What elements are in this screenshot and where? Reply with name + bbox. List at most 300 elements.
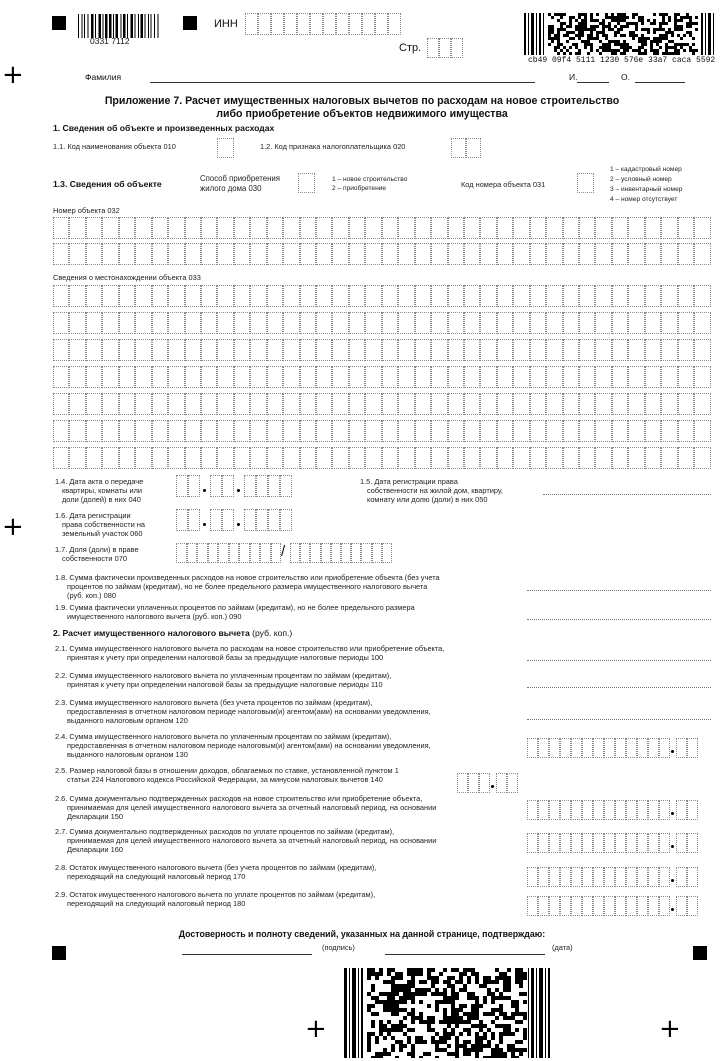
text-cell[interactable] <box>316 217 332 239</box>
text-cell[interactable] <box>69 393 85 415</box>
location-row-4[interactable] <box>53 366 711 388</box>
text-cell[interactable] <box>152 243 168 265</box>
text-cell[interactable] <box>250 285 266 307</box>
text-cell[interactable] <box>316 339 332 361</box>
f030-field[interactable] <box>298 173 315 193</box>
text-cell[interactable] <box>628 393 644 415</box>
ruble-cell[interactable] <box>604 833 615 853</box>
ruble-cell[interactable] <box>637 867 648 887</box>
text-cell[interactable] <box>431 312 447 334</box>
surname-field[interactable] <box>150 82 535 83</box>
text-cell[interactable] <box>448 366 464 388</box>
text-cell[interactable] <box>579 312 595 334</box>
text-cell[interactable] <box>168 393 184 415</box>
text-cell[interactable] <box>431 447 447 469</box>
date-cell[interactable] <box>176 509 188 531</box>
ruble-cell[interactable] <box>571 896 582 916</box>
text-cell[interactable] <box>217 243 233 265</box>
text-cell[interactable] <box>398 393 414 415</box>
page-number-field[interactable] <box>427 38 463 58</box>
ruble-cell[interactable] <box>637 800 648 820</box>
text-cell[interactable] <box>250 393 266 415</box>
text-cell[interactable] <box>316 447 332 469</box>
f031-field[interactable] <box>577 173 594 193</box>
text-cell[interactable] <box>612 312 628 334</box>
text-cell[interactable] <box>300 243 316 265</box>
text-cell[interactable] <box>217 217 233 239</box>
text-cell[interactable] <box>119 447 135 469</box>
code-cell[interactable] <box>217 138 234 158</box>
text-cell[interactable] <box>250 420 266 442</box>
text-cell[interactable] <box>135 447 151 469</box>
text-cell[interactable] <box>563 243 579 265</box>
text-cell[interactable] <box>119 243 135 265</box>
text-cell[interactable] <box>365 312 381 334</box>
text-cell[interactable] <box>185 393 201 415</box>
text-cell[interactable] <box>283 243 299 265</box>
text-cell[interactable] <box>283 447 299 469</box>
text-cell[interactable] <box>579 366 595 388</box>
text-cell[interactable] <box>645 447 661 469</box>
text-cell[interactable] <box>612 339 628 361</box>
text-cell[interactable] <box>250 217 266 239</box>
ruble-cell[interactable] <box>648 833 659 853</box>
text-cell[interactable] <box>579 393 595 415</box>
text-cell[interactable] <box>300 447 316 469</box>
text-cell[interactable] <box>53 393 69 415</box>
text-cell[interactable] <box>201 393 217 415</box>
text-cell[interactable] <box>69 217 85 239</box>
text-cell[interactable] <box>530 366 546 388</box>
text-cell[interactable] <box>464 217 480 239</box>
text-cell[interactable] <box>415 366 431 388</box>
ruble-cell[interactable] <box>659 738 670 758</box>
text-cell[interactable] <box>497 420 513 442</box>
ruble-cell[interactable] <box>593 800 604 820</box>
text-cell[interactable] <box>530 393 546 415</box>
text-cell[interactable] <box>349 447 365 469</box>
share-cell[interactable] <box>197 543 208 563</box>
date-part[interactable] <box>210 475 234 497</box>
page-cell[interactable] <box>427 38 439 58</box>
text-cell[interactable] <box>168 312 184 334</box>
text-cell[interactable] <box>119 393 135 415</box>
text-cell[interactable] <box>464 420 480 442</box>
text-cell[interactable] <box>595 447 611 469</box>
share-cell[interactable] <box>271 543 282 563</box>
signature-field[interactable] <box>182 954 312 955</box>
text-cell[interactable] <box>53 339 69 361</box>
inn-cell[interactable] <box>310 13 323 35</box>
text-cell[interactable] <box>201 366 217 388</box>
text-cell[interactable] <box>464 285 480 307</box>
text-cell[interactable] <box>152 339 168 361</box>
date-cell[interactable] <box>176 475 188 497</box>
text-cell[interactable] <box>332 285 348 307</box>
share-cell[interactable] <box>310 543 320 563</box>
ruble-cell[interactable] <box>615 738 626 758</box>
text-cell[interactable] <box>102 217 118 239</box>
date-part[interactable] <box>176 475 200 497</box>
text-cell[interactable] <box>300 285 316 307</box>
text-cell[interactable] <box>530 217 546 239</box>
text-cell[interactable] <box>267 420 283 442</box>
text-cell[interactable] <box>497 366 513 388</box>
f100-field[interactable] <box>527 660 711 661</box>
text-cell[interactable] <box>86 447 102 469</box>
text-cell[interactable] <box>185 447 201 469</box>
text-cell[interactable] <box>102 285 118 307</box>
ruble-cell[interactable] <box>626 833 637 853</box>
text-cell[interactable] <box>398 217 414 239</box>
text-cell[interactable] <box>316 285 332 307</box>
ruble-cell[interactable] <box>549 738 560 758</box>
text-cell[interactable] <box>595 339 611 361</box>
text-cell[interactable] <box>316 366 332 388</box>
text-cell[interactable] <box>349 393 365 415</box>
text-cell[interactable] <box>135 243 151 265</box>
text-cell[interactable] <box>283 420 299 442</box>
ruble-cell[interactable] <box>648 896 659 916</box>
inn-field[interactable] <box>245 13 401 35</box>
text-cell[interactable] <box>267 339 283 361</box>
text-cell[interactable] <box>497 243 513 265</box>
text-cell[interactable] <box>661 420 677 442</box>
date-cell[interactable] <box>280 475 292 497</box>
text-cell[interactable] <box>86 339 102 361</box>
text-cell[interactable] <box>332 447 348 469</box>
date-cell[interactable] <box>210 509 222 531</box>
text-cell[interactable] <box>152 217 168 239</box>
text-cell[interactable] <box>464 366 480 388</box>
text-cell[interactable] <box>53 447 69 469</box>
text-cell[interactable] <box>365 243 381 265</box>
text-cell[interactable] <box>513 339 529 361</box>
text-cell[interactable] <box>53 366 69 388</box>
ruble-cell[interactable] <box>549 800 560 820</box>
text-cell[interactable] <box>678 366 694 388</box>
text-cell[interactable] <box>645 285 661 307</box>
text-cell[interactable] <box>612 285 628 307</box>
text-cell[interactable] <box>480 243 496 265</box>
text-cell[interactable] <box>563 217 579 239</box>
text-cell[interactable] <box>119 420 135 442</box>
ruble-cell[interactable] <box>538 738 549 758</box>
text-cell[interactable] <box>398 447 414 469</box>
text-cell[interactable] <box>497 285 513 307</box>
text-cell[interactable] <box>283 217 299 239</box>
text-cell[interactable] <box>201 420 217 442</box>
text-cell[interactable] <box>628 420 644 442</box>
text-cell[interactable] <box>546 420 562 442</box>
ruble-cell[interactable] <box>615 833 626 853</box>
date-cell[interactable] <box>222 475 234 497</box>
code-cell[interactable] <box>451 138 466 158</box>
ruble-cell[interactable] <box>659 800 670 820</box>
text-cell[interactable] <box>382 285 398 307</box>
ruble-cell[interactable] <box>538 867 549 887</box>
text-cell[interactable] <box>365 393 381 415</box>
text-cell[interactable] <box>185 420 201 442</box>
share-cell[interactable] <box>331 543 341 563</box>
text-cell[interactable] <box>365 339 381 361</box>
date-part[interactable] <box>244 509 292 531</box>
text-cell[interactable] <box>119 339 135 361</box>
share-cell[interactable] <box>382 543 392 563</box>
text-cell[interactable] <box>267 393 283 415</box>
text-cell[interactable] <box>398 420 414 442</box>
text-cell[interactable] <box>332 366 348 388</box>
text-cell[interactable] <box>382 339 398 361</box>
text-cell[interactable] <box>69 243 85 265</box>
inn-cell[interactable] <box>284 13 297 35</box>
text-cell[interactable] <box>382 420 398 442</box>
text-cell[interactable] <box>267 217 283 239</box>
text-cell[interactable] <box>349 366 365 388</box>
text-cell[interactable] <box>546 447 562 469</box>
kopeck-cell[interactable] <box>676 800 687 820</box>
ruble-cell[interactable] <box>593 738 604 758</box>
share-cell[interactable] <box>176 543 187 563</box>
obj-number-row-1[interactable] <box>53 217 711 239</box>
text-cell[interactable] <box>283 285 299 307</box>
ruble-cell[interactable] <box>527 867 538 887</box>
text-cell[interactable] <box>530 420 546 442</box>
text-cell[interactable] <box>316 420 332 442</box>
inn-cell[interactable] <box>362 13 375 35</box>
text-cell[interactable] <box>645 217 661 239</box>
text-cell[interactable] <box>365 285 381 307</box>
text-cell[interactable] <box>661 312 677 334</box>
inn-cell[interactable] <box>297 13 310 35</box>
location-row-7[interactable] <box>53 447 711 469</box>
kopeck-cell[interactable] <box>676 867 687 887</box>
date-cell[interactable] <box>244 509 256 531</box>
kopeck-cell[interactable] <box>676 738 687 758</box>
text-cell[interactable] <box>661 285 677 307</box>
text-cell[interactable] <box>579 243 595 265</box>
text-cell[interactable] <box>480 217 496 239</box>
location-row-3[interactable] <box>53 339 711 361</box>
ruble-cell[interactable] <box>626 738 637 758</box>
text-cell[interactable] <box>431 366 447 388</box>
text-cell[interactable] <box>69 339 85 361</box>
date-cell[interactable] <box>256 509 268 531</box>
text-cell[interactable] <box>86 312 102 334</box>
text-cell[interactable] <box>382 243 398 265</box>
text-cell[interactable] <box>694 243 710 265</box>
text-cell[interactable] <box>628 339 644 361</box>
f070-denominator-field[interactable] <box>290 543 392 563</box>
text-cell[interactable] <box>546 285 562 307</box>
text-cell[interactable] <box>595 393 611 415</box>
text-cell[interactable] <box>579 420 595 442</box>
text-cell[interactable] <box>694 447 710 469</box>
text-cell[interactable] <box>595 217 611 239</box>
text-cell[interactable] <box>661 393 677 415</box>
ruble-cell[interactable] <box>582 867 593 887</box>
text-cell[interactable] <box>563 420 579 442</box>
text-cell[interactable] <box>135 217 151 239</box>
date-cell[interactable] <box>256 475 268 497</box>
text-cell[interactable] <box>217 393 233 415</box>
text-cell[interactable] <box>86 217 102 239</box>
kopeck-cell[interactable] <box>687 738 698 758</box>
text-cell[interactable] <box>612 393 628 415</box>
f160-field[interactable] <box>527 833 698 853</box>
text-cell[interactable] <box>217 420 233 442</box>
text-cell[interactable] <box>628 447 644 469</box>
text-cell[interactable] <box>448 420 464 442</box>
share-cell[interactable] <box>260 543 271 563</box>
f020-field[interactable] <box>451 138 481 158</box>
share-cell[interactable] <box>372 543 382 563</box>
code-cell[interactable] <box>577 173 594 193</box>
text-cell[interactable] <box>464 393 480 415</box>
text-cell[interactable] <box>201 339 217 361</box>
text-cell[interactable] <box>513 393 529 415</box>
date-cell[interactable] <box>268 475 280 497</box>
text-cell[interactable] <box>250 339 266 361</box>
text-cell[interactable] <box>267 312 283 334</box>
text-cell[interactable] <box>102 312 118 334</box>
text-cell[interactable] <box>349 243 365 265</box>
text-cell[interactable] <box>349 312 365 334</box>
text-cell[interactable] <box>398 285 414 307</box>
text-cell[interactable] <box>234 243 250 265</box>
text-cell[interactable] <box>530 447 546 469</box>
date-part[interactable] <box>176 509 200 531</box>
text-cell[interactable] <box>398 243 414 265</box>
text-cell[interactable] <box>234 447 250 469</box>
text-cell[interactable] <box>678 393 694 415</box>
kopeck-cell[interactable] <box>687 867 698 887</box>
text-cell[interactable] <box>448 393 464 415</box>
text-cell[interactable] <box>349 420 365 442</box>
initial-i-field[interactable] <box>577 82 609 83</box>
f090-field[interactable] <box>527 619 711 620</box>
text-cell[interactable] <box>678 339 694 361</box>
text-cell[interactable] <box>678 447 694 469</box>
ruble-cell[interactable] <box>571 867 582 887</box>
text-cell[interactable] <box>678 217 694 239</box>
text-cell[interactable] <box>86 366 102 388</box>
text-cell[interactable] <box>645 420 661 442</box>
text-cell[interactable] <box>365 217 381 239</box>
kopeck-cell[interactable] <box>687 896 698 916</box>
text-cell[interactable] <box>53 312 69 334</box>
location-row-5[interactable] <box>53 393 711 415</box>
ruble-cell[interactable] <box>538 896 549 916</box>
text-cell[interactable] <box>316 312 332 334</box>
date-cell[interactable] <box>268 509 280 531</box>
kopeck-cell[interactable] <box>507 773 518 793</box>
f010-field[interactable] <box>217 138 234 158</box>
text-cell[interactable] <box>448 285 464 307</box>
text-cell[interactable] <box>497 339 513 361</box>
text-cell[interactable] <box>464 447 480 469</box>
ruble-cell[interactable] <box>604 738 615 758</box>
text-cell[interactable] <box>480 366 496 388</box>
text-cell[interactable] <box>53 420 69 442</box>
ruble-cell[interactable] <box>549 867 560 887</box>
ruble-cell[interactable] <box>626 800 637 820</box>
text-cell[interactable] <box>365 447 381 469</box>
text-cell[interactable] <box>448 217 464 239</box>
text-cell[interactable] <box>250 312 266 334</box>
ruble-cell[interactable] <box>560 867 571 887</box>
share-cell[interactable] <box>187 543 198 563</box>
text-cell[interactable] <box>201 447 217 469</box>
text-cell[interactable] <box>102 366 118 388</box>
code-cell[interactable] <box>298 173 315 193</box>
text-cell[interactable] <box>678 243 694 265</box>
text-cell[interactable] <box>612 243 628 265</box>
text-cell[interactable] <box>267 366 283 388</box>
ruble-cell[interactable] <box>560 896 571 916</box>
text-cell[interactable] <box>185 312 201 334</box>
text-cell[interactable] <box>152 312 168 334</box>
text-cell[interactable] <box>563 393 579 415</box>
text-cell[interactable] <box>168 285 184 307</box>
ruble-cell[interactable] <box>659 896 670 916</box>
ruble-cell[interactable] <box>560 738 571 758</box>
inn-cell[interactable] <box>388 13 401 35</box>
text-cell[interactable] <box>563 285 579 307</box>
text-cell[interactable] <box>201 217 217 239</box>
text-cell[interactable] <box>86 420 102 442</box>
text-cell[interactable] <box>480 393 496 415</box>
text-cell[interactable] <box>563 339 579 361</box>
ruble-cell[interactable] <box>571 800 582 820</box>
text-cell[interactable] <box>69 366 85 388</box>
text-cell[interactable] <box>546 243 562 265</box>
text-cell[interactable] <box>168 243 184 265</box>
text-cell[interactable] <box>480 447 496 469</box>
text-cell[interactable] <box>69 420 85 442</box>
kopeck-cell[interactable] <box>687 800 698 820</box>
text-cell[interactable] <box>185 366 201 388</box>
ruble-cell[interactable] <box>659 867 670 887</box>
text-cell[interactable] <box>300 339 316 361</box>
text-cell[interactable] <box>661 217 677 239</box>
ruble-cell[interactable] <box>648 867 659 887</box>
text-cell[interactable] <box>86 243 102 265</box>
kopeck-cell[interactable] <box>676 833 687 853</box>
ruble-cell[interactable] <box>637 896 648 916</box>
ruble-cell[interactable] <box>549 896 560 916</box>
share-cell[interactable] <box>321 543 331 563</box>
text-cell[interactable] <box>135 366 151 388</box>
share-cell[interactable] <box>341 543 351 563</box>
text-cell[interactable] <box>250 447 266 469</box>
text-cell[interactable] <box>628 243 644 265</box>
text-cell[interactable] <box>217 339 233 361</box>
text-cell[interactable] <box>69 447 85 469</box>
text-cell[interactable] <box>185 243 201 265</box>
text-cell[interactable] <box>464 339 480 361</box>
text-cell[interactable] <box>448 243 464 265</box>
text-cell[interactable] <box>694 420 710 442</box>
text-cell[interactable] <box>612 217 628 239</box>
text-cell[interactable] <box>69 312 85 334</box>
text-cell[interactable] <box>168 339 184 361</box>
ruble-cell[interactable] <box>615 800 626 820</box>
text-cell[interactable] <box>595 285 611 307</box>
ruble-cell[interactable] <box>604 867 615 887</box>
text-cell[interactable] <box>480 420 496 442</box>
text-cell[interactable] <box>234 217 250 239</box>
